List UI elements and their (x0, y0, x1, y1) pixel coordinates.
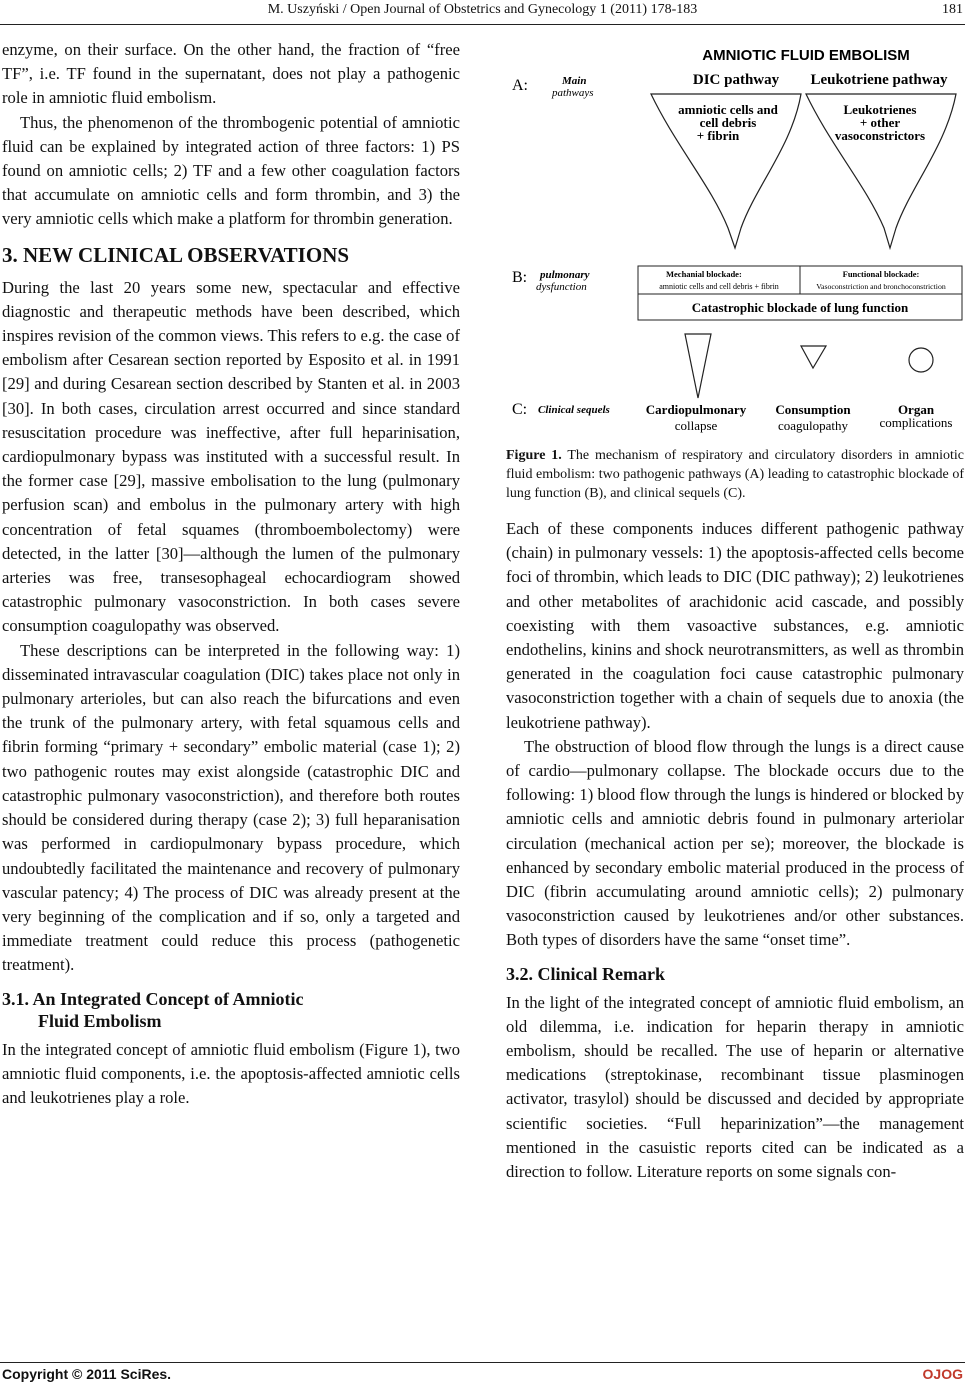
row-b-marker: B: (512, 269, 528, 286)
row-a-label: pathways (552, 87, 594, 99)
functional-blockade-title: Functional blockade: (842, 269, 920, 279)
arrow-triangle-small (801, 346, 826, 368)
funnel-left-text: cell debris (699, 115, 757, 130)
footer-rule (0, 1362, 965, 1363)
outcome-cardiopulmonary: collapse (674, 418, 718, 433)
subsection-heading (2, 988, 460, 1032)
paragraph: In the integrated concept of amniotic fluid embolism (Figure 1), two amniotic fluid components, i.e. the apoptosis-affected amniotic cells and leukotrienes play a role. (2, 1039, 460, 1107)
organ-circle (909, 348, 933, 372)
left-column (2, 38, 460, 1110)
figure-diagram (506, 38, 964, 438)
mechanical-blockade-text: amniotic cells and cell debris + fibrin (659, 282, 779, 291)
figure-title: AMNIOTIC FLUID EMBOLISM (702, 47, 910, 64)
arrow-triangle-large (685, 334, 711, 398)
copyright: Copyright © 2011 SciRes. (2, 1366, 172, 1382)
row-c-label: Clinical sequels (538, 404, 610, 416)
subsection-heading-line2: Fluid Embolism (38, 1010, 162, 1031)
section-heading: 3. NEW CLINICAL OBSERVATIONS (2, 242, 350, 267)
figure-caption (506, 446, 964, 503)
subsection-heading: 3.2. Clinical Remark (506, 963, 665, 984)
row-a-label: Main (562, 75, 587, 87)
paragraph: enzyme, on their surface. On the other hand, the fraction of “free TF”, i.e. TF found in the supernatant, does not play a pathogenic role in amniotic fluid embolism. (2, 40, 460, 108)
paragraph: During the last 20 years some new, spectacular and effective diagnostic and therapeutic methods have been described, which inspires revision of the common views. This refers to e.g. the case of embolism after Cesarean section reported by Esposito et al. in 1991 [29] and during Cesarean section described by Stanten et al. in 2003 [30]. In both cases, circulation arrest occurred and since standard resuscitation procedure was ineffective, after full heparinisation, cardiopulmonary bypass was instituted with a successful result. In the former case [29], massive embolisation to the lung (pulmonary perfusion scan) and embolus in the pulmonary artery with high concentration of fetal squames (thromboembolectomy) were detected, in the latter [30]—although the lumen of the pulmonary arteries was free, transesophageal echocardiogram showed catastrophic pulmonary vasoconstriction. In both cases severe consumption coagulopathy was observed. (2, 277, 460, 636)
dic-pathway-label: DIC pathway (692, 72, 780, 88)
leukotriene-pathway-label: Leukotriene pathway (810, 72, 948, 88)
row-b-label: dysfunction (536, 281, 587, 293)
row-a-marker: A: (512, 77, 528, 94)
mechanical-blockade-title: Mechanial blockade: (666, 269, 742, 279)
right-column (506, 38, 964, 1184)
paragraph: In the light of the integrated concept of amniotic fluid embolism, an old dilemma, i.e. indication for heparin therapy in amniotic embolism, should be recalled. The use of heparin or alternative medications (streptokinase, recombinant tissue plasminogen activator, trasylol) should be discussed and decided by appropriate scientific societies. “Full heparinization”—the management mentioned in the casuistic reports cited can be indicated as a direction to follow. Literature reports on some signals con- (506, 992, 964, 1182)
paragraph: These descriptions can be interpreted in the following way: 1) disseminated intravascular coagulation (DIC) takes place not only in pulmonary arterioles, but can also reach the bifurcations and even the trunk of the pulmonary artery, with fetal squamous cells and fibrin forming “primary + secondary” embolic material (case 1); 2) two pathogenic routes may exist alongside (catastrophic DIC and catastrophic pulmonary vasoconstriction), and therefore both routes should be considered during therapy (case 2); 3) full heparanisation was performed in cardiopulmonary bypass procedure, which undoubtedly facilitated the maintenance and recovery of pulmonary vascular patency; 4) The process of DIC was already present at the very beginning of the complication and if so, only a targeted and immediate treatment could reduce this process (pathogenetic treatment). (2, 640, 460, 975)
outcome-consumption: Consumption (775, 402, 851, 417)
paragraph: Thus, the phenomenon of the thrombogenic potential of amniotic fluid can be explained by integrated action of three factors: 1) PS found on amniotic cells; 2) TF and a few other coagulation factors that accumulate on amniotic cells and form thrombin, and 3) the very amniotic cells which make a platform for thrombin generation. (2, 112, 460, 229)
funnel-right-text: + other (859, 115, 901, 130)
paragraph: Each of these components induces different pathogenic pathway (chain) in pulmonary vessels: 1) the apoptosis-affected cells become foci of thrombin, which leads to DIC (DIC pathway); 2) leukotrienes and other metabolites of arachidonic acid cascade, and possibly coexisting with them vasoactive substances, e.g. amniotic endothelins, kinins and shock neurotransmitters, as well as thrombin generated in the coagulation foci cause catastrophic pulmonary vasoconstriction together with a chain of sequels due to anoxia (the leukotriene pathway). (506, 519, 964, 732)
funnel-left-text: + fibrin (696, 128, 740, 143)
row-c-marker: C: (512, 401, 528, 418)
caption-label: Figure 1. (506, 448, 562, 463)
paragraph: The obstruction of blood flow through the lungs is a direct cause of cardio—pulmonary collapse. The blockade occurs due to the following: 1) blood flow through the lungs is hindered or blocked by amniotic cells and amniotic debris found in pulmonary arteriolar circulation (mechanical action per se); moreover, the blockade is enhanced by secondary embolic material produced in the process of DIC (fibrin accumulating around amniotic cells); 2) pulmonary vasoconstriction caused by leukotrienes and/or other substances. Both types of disorders have the same “onset time”. (506, 736, 964, 950)
catastrophic-blockade-label: Catastrophic blockade of lung function (691, 300, 909, 315)
row-b-label: pulmonary (540, 269, 590, 281)
outcome-consumption: coagulopathy (777, 418, 849, 433)
outcome-organ: Organ (897, 402, 935, 417)
subsection-heading-line1: 3.1. An Integrated Concept of Amniotic (2, 988, 304, 1009)
funnel-right-text: Leukotrienes (843, 102, 917, 117)
footer (0, 1366, 965, 1386)
running-head-title: M. Uszyński / Open Journal of Obstetrics and Gynecology 1 (2011) 178-183 (267, 2, 698, 17)
journal-abbrev: OJOG (922, 1366, 963, 1382)
functional-blockade-text: Vasoconstriction and bronchoconstriction (816, 282, 946, 291)
running-head (0, 0, 965, 22)
funnel-right-text: vasoconstrictors (834, 128, 926, 143)
figure-1 (506, 38, 964, 438)
outcome-organ: complications (879, 415, 953, 430)
outcome-cardiopulmonary: Cardiopulmonary (645, 402, 747, 417)
header-rule (0, 24, 965, 25)
page-number: 181 (942, 2, 963, 17)
caption-text: The mechanism of respiratory and circulatory disorders in amniotic fluid embolism: two pathogenic pathways (A) leading to catastrophic blockade of lung function (B), and clinical sequels (C). (506, 448, 964, 501)
funnel-left-text: amniotic cells and (678, 102, 778, 117)
